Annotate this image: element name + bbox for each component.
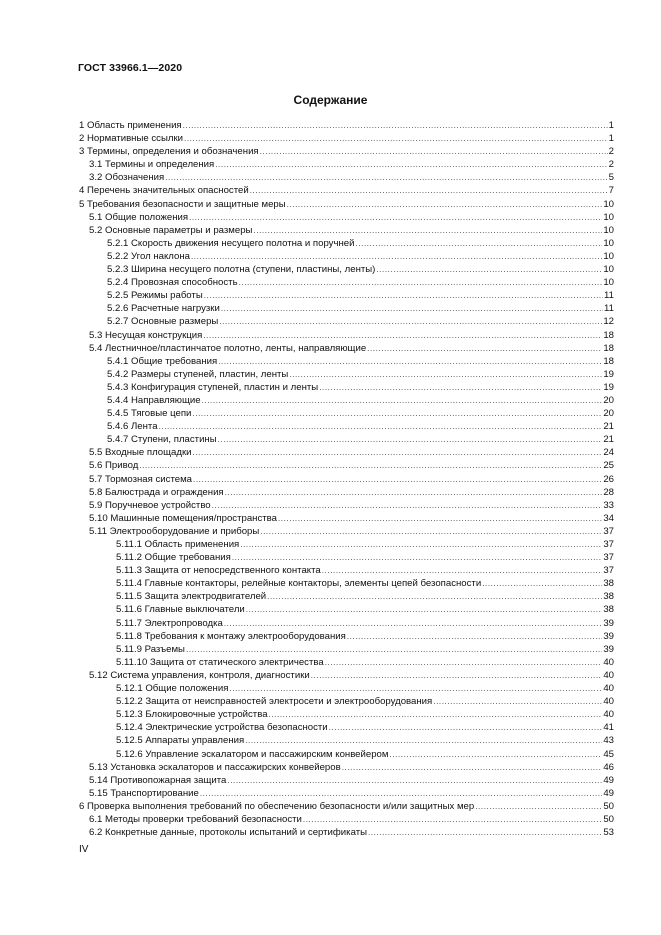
toc-entry-title: 5.9 Поручневое устройство bbox=[89, 499, 211, 511]
toc-entry[interactable] bbox=[79, 315, 614, 328]
toc-dot-leader bbox=[347, 630, 602, 643]
toc-entry-title: 5.4.2 Размеры ступеней, пластин, ленты bbox=[107, 368, 289, 380]
toc-entry-title: 5.15 Транспортирование bbox=[89, 787, 199, 799]
toc-entry-title: 5.11.2 Общие требования bbox=[116, 552, 231, 564]
toc-dot-leader bbox=[267, 590, 602, 603]
toc-entry-title: 4 Перечень значительных опасностей bbox=[79, 185, 249, 197]
toc-entry-page: 40 bbox=[603, 669, 614, 681]
toc-dot-leader bbox=[218, 433, 603, 446]
toc-entry[interactable] bbox=[79, 787, 614, 800]
toc-dot-leader bbox=[224, 617, 602, 630]
toc-dot-leader bbox=[192, 407, 602, 420]
toc-entry-page: 19 bbox=[603, 381, 614, 393]
toc-entry-title: 5.12.6 Управление эскалатором и пассажирским конвейером bbox=[116, 748, 389, 760]
toc-dot-leader bbox=[311, 669, 603, 682]
toc-entry-page: 38 bbox=[603, 604, 614, 616]
toc-entry[interactable] bbox=[79, 381, 614, 394]
toc-entry-page: 20 bbox=[603, 394, 614, 406]
toc-entry[interactable] bbox=[79, 617, 614, 630]
toc-entry-title: 5.3 Несущая конструкция bbox=[89, 329, 203, 341]
toc-entry-page: 53 bbox=[603, 827, 614, 839]
toc-entry-title: 5.2.5 Режимы работы bbox=[107, 290, 203, 302]
toc-entry-title: 3.2 Обозначения bbox=[89, 172, 165, 184]
toc-entry-page: 38 bbox=[603, 591, 614, 603]
toc-dot-leader bbox=[433, 695, 602, 708]
toc-entry-page: 10 bbox=[603, 250, 614, 262]
toc-entry[interactable] bbox=[79, 184, 614, 197]
document-header: ГОСТ 33966.1—2020 bbox=[78, 62, 183, 74]
toc-entry-page: 33 bbox=[603, 499, 614, 511]
toc-dot-leader bbox=[159, 420, 603, 433]
toc-dot-leader bbox=[189, 211, 602, 224]
toc-entry[interactable] bbox=[79, 198, 614, 211]
toc-entry[interactable] bbox=[79, 538, 614, 551]
toc-entry[interactable] bbox=[79, 302, 614, 315]
toc-dot-leader bbox=[232, 551, 603, 564]
toc-dot-leader bbox=[184, 132, 608, 145]
toc-entry[interactable] bbox=[79, 512, 614, 525]
toc-entry[interactable] bbox=[79, 761, 614, 774]
toc-entry[interactable] bbox=[79, 643, 614, 656]
toc-entry-page: 40 bbox=[603, 696, 614, 708]
table-of-contents bbox=[79, 119, 614, 839]
toc-entry[interactable] bbox=[79, 525, 614, 538]
toc-entry-page: 50 bbox=[603, 800, 614, 812]
toc-dot-leader bbox=[342, 761, 603, 774]
toc-entry-title: 5.10 Машинные помещения/пространства bbox=[89, 512, 277, 524]
toc-entry-page: 2 bbox=[608, 146, 614, 158]
toc-entry-title: 1 Область применения bbox=[79, 120, 182, 131]
toc-dot-leader bbox=[186, 643, 602, 656]
toc-entry-page: 40 bbox=[603, 709, 614, 721]
toc-entry-page: 11 bbox=[604, 303, 614, 315]
toc-dot-leader bbox=[260, 525, 602, 538]
toc-entry[interactable] bbox=[79, 734, 614, 747]
toc-entry[interactable] bbox=[79, 774, 614, 787]
toc-dot-leader bbox=[203, 329, 602, 342]
toc-entry[interactable] bbox=[79, 420, 614, 433]
toc-entry-title: 5.12.2 Защита от неисправностей электросети и электрооборудования bbox=[116, 696, 433, 708]
toc-entry-page: 38 bbox=[603, 578, 614, 590]
toc-dot-leader bbox=[183, 119, 608, 132]
toc-dot-leader bbox=[475, 800, 602, 813]
toc-entry-title: 5.12.1 Общие положения bbox=[116, 683, 229, 695]
toc-entry[interactable] bbox=[79, 473, 614, 486]
toc-entry-title: 5.8 Балюстрада и ограждения bbox=[89, 486, 224, 498]
toc-entry-page: 43 bbox=[603, 735, 614, 747]
toc-entry-page: 40 bbox=[603, 683, 614, 695]
toc-dot-leader bbox=[246, 603, 603, 616]
toc-entry[interactable] bbox=[79, 577, 614, 590]
toc-entry-title: 5.2.7 Основные размеры bbox=[107, 316, 219, 328]
toc-entry-title: 5.11.6 Главные выключатели bbox=[116, 604, 245, 616]
toc-entry[interactable] bbox=[79, 486, 614, 499]
toc-dot-leader bbox=[482, 577, 602, 590]
toc-dot-leader bbox=[368, 826, 602, 839]
toc-entry-title: 5.7 Тормозная система bbox=[89, 473, 193, 485]
toc-entry-title: 5.14 Противопожарная защита bbox=[89, 774, 227, 786]
toc-entry[interactable] bbox=[79, 669, 614, 682]
toc-entry-title: 5 Требования безопасности и защитные меры bbox=[79, 198, 286, 210]
toc-dot-leader bbox=[193, 446, 603, 459]
toc-entry-title: 5.11.8 Требования к монтажу электрооборудования bbox=[116, 630, 346, 642]
toc-entry-title: 5.4.3 Конфигурация ступеней, пластин и ленты bbox=[107, 381, 319, 393]
toc-entry-page: 24 bbox=[603, 447, 614, 459]
toc-entry-page: 26 bbox=[603, 473, 614, 485]
toc-entry-title: 5.11.10 Защита от статического электричества bbox=[116, 656, 324, 668]
toc-dot-leader bbox=[355, 237, 602, 250]
toc-entry-title: 5.2.4 Провозная способность bbox=[107, 277, 238, 289]
toc-entry[interactable] bbox=[79, 551, 614, 564]
toc-entry-page: 7 bbox=[608, 185, 614, 197]
toc-entry[interactable] bbox=[79, 682, 614, 695]
toc-entry-title: 5.11.3 Защита от непосредственного контакта bbox=[116, 565, 321, 577]
toc-entry-title: 5.2 Основные параметры и размеры bbox=[89, 224, 253, 236]
toc-dot-leader bbox=[191, 250, 602, 263]
toc-entry[interactable] bbox=[79, 342, 614, 355]
toc-entry-title: 5.12 Система управления, контроля, диагностики bbox=[89, 669, 310, 681]
toc-dot-leader bbox=[227, 774, 602, 787]
toc-entry-title: 6.1 Методы проверки требований безопасности bbox=[89, 813, 302, 825]
toc-entry-title: 5.4.6 Лента bbox=[107, 421, 158, 433]
toc-dot-leader bbox=[289, 368, 602, 381]
toc-entry[interactable] bbox=[79, 211, 614, 224]
toc-dot-leader bbox=[376, 263, 602, 276]
toc-entry-title: 5.2.2 Угол наклона bbox=[107, 250, 190, 262]
toc-entry-title: 3 Термины, определения и обозначения bbox=[79, 146, 259, 158]
toc-dot-leader bbox=[278, 512, 602, 525]
toc-dot-leader bbox=[221, 302, 603, 315]
toc-entry[interactable] bbox=[79, 813, 614, 826]
toc-entry[interactable] bbox=[79, 329, 614, 342]
toc-dot-leader bbox=[240, 538, 602, 551]
toc-entry[interactable] bbox=[79, 250, 614, 263]
toc-dot-leader bbox=[212, 499, 603, 512]
toc-dot-leader bbox=[325, 656, 603, 669]
toc-dot-leader bbox=[287, 198, 603, 211]
toc-entry-title: 5.12.4 Электрические устройства безопасности bbox=[116, 722, 328, 734]
toc-entry-page: 40 bbox=[603, 656, 614, 668]
toc-entry-page: 5 bbox=[608, 172, 614, 184]
toc-entry-page: 37 bbox=[603, 565, 614, 577]
toc-entry-page: 50 bbox=[603, 813, 614, 825]
toc-entry[interactable] bbox=[79, 695, 614, 708]
toc-entry-page: 41 bbox=[603, 722, 614, 734]
toc-dot-leader bbox=[319, 381, 602, 394]
toc-entry[interactable] bbox=[79, 603, 614, 616]
toc-entry-page: 45 bbox=[603, 748, 614, 760]
toc-dot-leader bbox=[218, 355, 602, 368]
toc-entry-page: 39 bbox=[603, 617, 614, 629]
toc-entry[interactable] bbox=[79, 171, 614, 184]
toc-dot-leader bbox=[139, 459, 602, 472]
toc-dot-leader bbox=[253, 224, 602, 237]
toc-entry[interactable] bbox=[79, 276, 614, 289]
toc-entry-title: 5.11.4 Главные контакторы, релейные контакторы, элементы цепей безопасности bbox=[116, 578, 482, 590]
toc-entry-title: 2 Нормативные ссылки bbox=[79, 133, 184, 145]
toc-entry-page: 28 bbox=[603, 486, 614, 498]
toc-entry[interactable] bbox=[79, 263, 614, 276]
toc-entry[interactable] bbox=[79, 407, 614, 420]
toc-title: Содержание bbox=[293, 93, 368, 107]
toc-dot-leader bbox=[202, 394, 603, 407]
toc-entry[interactable] bbox=[79, 394, 614, 407]
toc-entry-page: 20 bbox=[603, 408, 614, 420]
toc-entry[interactable] bbox=[79, 224, 614, 237]
toc-entry[interactable] bbox=[79, 800, 614, 813]
toc-entry-page: 21 bbox=[603, 421, 614, 433]
toc-entry-title: 5.12.3 Блокировочные устройства bbox=[116, 709, 268, 721]
toc-entry-page: 37 bbox=[603, 539, 614, 550]
toc-dot-leader bbox=[200, 787, 603, 800]
toc-entry-title: 5.6 Привод bbox=[89, 460, 139, 472]
toc-entry-title: 5.11.7 Электропроводка bbox=[116, 617, 223, 629]
toc-entry-title: 5.11.5 Защита электродвигателей bbox=[116, 591, 267, 603]
toc-entry-page: 39 bbox=[603, 643, 614, 655]
page-number: IV bbox=[79, 844, 89, 855]
toc-entry-title: 5.5 Входные площадки bbox=[89, 447, 192, 459]
toc-dot-leader bbox=[229, 682, 602, 695]
toc-entry-page: 10 bbox=[603, 198, 614, 210]
toc-entry[interactable] bbox=[79, 145, 614, 158]
toc-dot-leader bbox=[329, 721, 603, 734]
toc-entry[interactable] bbox=[79, 132, 614, 145]
toc-entry[interactable] bbox=[79, 708, 614, 721]
toc-entry-page: 2 bbox=[608, 159, 614, 171]
toc-dot-leader bbox=[225, 486, 603, 499]
toc-entry[interactable] bbox=[79, 499, 614, 512]
toc-entry-page: 37 bbox=[603, 525, 614, 537]
toc-entry-page: 11 bbox=[604, 290, 614, 302]
toc-entry-page: 10 bbox=[603, 277, 614, 289]
toc-entry-title: 5.11.1 Область применения bbox=[116, 539, 240, 550]
toc-entry[interactable] bbox=[79, 158, 614, 171]
toc-entry-page: 21 bbox=[603, 434, 614, 446]
toc-dot-leader bbox=[250, 184, 608, 197]
toc-dot-leader bbox=[367, 342, 602, 355]
toc-dot-leader bbox=[193, 473, 602, 486]
toc-entry-page: 18 bbox=[603, 329, 614, 341]
toc-entry[interactable] bbox=[79, 748, 614, 761]
toc-dot-leader bbox=[239, 276, 603, 289]
toc-entry-page: 37 bbox=[603, 552, 614, 564]
toc-entry-title: 5.11 Электрооборудование и приборы bbox=[89, 525, 260, 537]
toc-entry-title: 5.4 Лестничное/пластинчатое полотно, ленты, направляющие bbox=[89, 342, 367, 354]
toc-dot-leader bbox=[215, 158, 607, 171]
toc-entry-page: 1 bbox=[608, 133, 614, 145]
toc-entry-page: 1 bbox=[608, 120, 614, 131]
toc-entry-title: 5.2.1 Скорость движения несущего полотна и поручней bbox=[107, 237, 355, 249]
toc-entry-title: 5.4.7 Ступени, пластины bbox=[107, 434, 217, 446]
toc-dot-leader bbox=[204, 289, 603, 302]
toc-entry[interactable] bbox=[79, 237, 614, 250]
toc-entry-title: 5.4.5 Тяговые цепи bbox=[107, 408, 192, 420]
toc-entry[interactable] bbox=[79, 590, 614, 603]
toc-entry[interactable] bbox=[79, 433, 614, 446]
toc-entry[interactable] bbox=[79, 656, 614, 669]
toc-dot-leader bbox=[390, 748, 603, 761]
toc-entry-title: 5.2.6 Расчетные нагрузки bbox=[107, 303, 220, 315]
toc-entry-page: 10 bbox=[603, 211, 614, 223]
toc-entry-title: 5.1 Общие положения bbox=[89, 211, 189, 223]
toc-dot-leader bbox=[303, 813, 602, 826]
toc-entry[interactable] bbox=[79, 446, 614, 459]
toc-entry[interactable] bbox=[79, 289, 614, 302]
toc-entry[interactable] bbox=[79, 630, 614, 643]
toc-entry-page: 49 bbox=[603, 787, 614, 799]
toc-dot-leader bbox=[260, 145, 608, 158]
toc-entry[interactable] bbox=[79, 459, 614, 472]
toc-entry-page: 18 bbox=[603, 342, 614, 354]
toc-entry-title: 5.13 Установка эскалаторов и пассажирских конвейеров bbox=[89, 761, 341, 773]
toc-dot-leader bbox=[322, 564, 603, 577]
toc-entry-title: 5.11.9 Разъемы bbox=[116, 643, 185, 655]
toc-entry[interactable] bbox=[79, 368, 614, 381]
toc-entry[interactable] bbox=[79, 721, 614, 734]
toc-dot-leader bbox=[165, 171, 607, 184]
toc-entry-page: 12 bbox=[603, 316, 614, 328]
toc-entry-page: 46 bbox=[603, 761, 614, 773]
toc-entry-title: 5.4.1 Общие требования bbox=[107, 355, 218, 367]
toc-entry-page: 49 bbox=[603, 774, 614, 786]
toc-entry[interactable] bbox=[79, 564, 614, 577]
toc-entry-page: 10 bbox=[603, 224, 614, 236]
toc-entry-title: 6.2 Конкретные данные, протоколы испытаний и сертификаты bbox=[89, 827, 367, 839]
toc-entry-page: 10 bbox=[603, 264, 614, 276]
toc-entry-title: 3.1 Термины и определения bbox=[89, 159, 215, 171]
toc-entry[interactable] bbox=[79, 119, 614, 132]
toc-entry[interactable] bbox=[79, 355, 614, 368]
toc-entry-page: 19 bbox=[603, 368, 614, 380]
toc-entry-page: 34 bbox=[603, 512, 614, 524]
toc-entry-page: 10 bbox=[603, 237, 614, 249]
toc-entry-page: 39 bbox=[603, 630, 614, 642]
toc-entry-title: 5.2.3 Ширина несущего полотна (ступени, пластины, ленты) bbox=[107, 264, 376, 276]
toc-entry-title: 5.4.4 Направляющие bbox=[107, 394, 201, 406]
toc-entry-page: 18 bbox=[603, 355, 614, 367]
toc-entry-page: 25 bbox=[603, 460, 614, 472]
toc-dot-leader bbox=[245, 734, 602, 747]
toc-entry[interactable] bbox=[79, 826, 614, 839]
toc-dot-leader bbox=[219, 315, 602, 328]
toc-entry-title: 5.12.5 Аппараты управления bbox=[116, 735, 245, 747]
toc-entry-title: 6 Проверка выполнения требований по обеспечению безопасности и/или защитных мер bbox=[79, 800, 475, 812]
toc-dot-leader bbox=[269, 708, 603, 721]
